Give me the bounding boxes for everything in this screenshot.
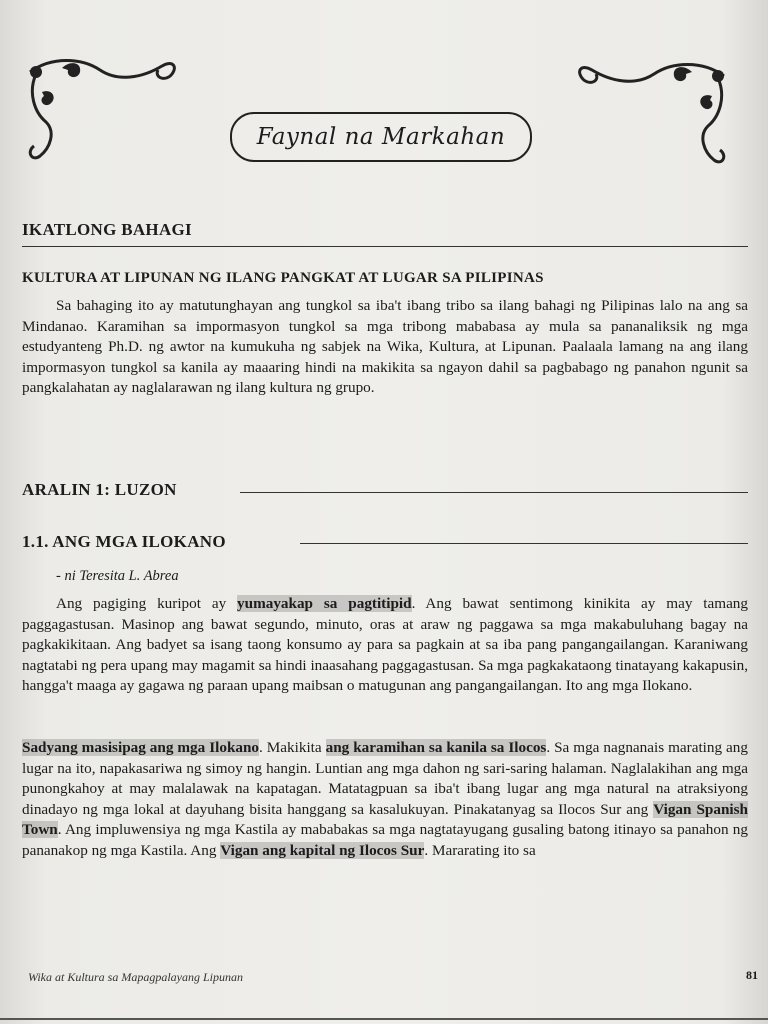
- p2-highlight-1: Sadyang masisipag ang mga Ilokano: [22, 739, 260, 756]
- part-title: IKATLONG BAHAGI: [22, 220, 192, 239]
- lesson-title: ARALIN 1: LUZON: [22, 480, 177, 499]
- topic-title: 1.1. ANG MGA ILOKANO: [22, 532, 226, 551]
- banner-title: Faynal na Markahan: [256, 124, 506, 150]
- intro-text: Sa bahaging ito ay matutunghayan ang tungkol sa iba't ibang tribo sa ilang bahagi ng Pilipinas lalo na ang sa Mindanao. Karamihan sa impormasyon tungkol sa mga tribong mababasa ay mula sa pananaliksik ng mga estudyanteng Ph.D. ng awtor na kumukuha ng sabjek na Wika, Kultura, at Lipunan. Paalaala lamang na ang ilang impormasyon tungkol sa kanila ay maaaring hindi na makikita sa ngayon dahil sa pagbabago ng panahon ngunit sa pangkalahatan ay naglalarawan ng ilang kultura ng grupo.: [22, 297, 748, 396]
- body-paragraph-1: [22, 594, 748, 697]
- p1-text-start: Ang pagiging kuripot ay: [56, 595, 238, 612]
- p2-text-3: . Ang impluwensiya ng mga Kastila ay mababakas sa mga nagtatayugang gusaling batong itinayo sa panahon ng pananakop ng mga Kastila. Ang: [22, 821, 748, 859]
- part-rule: [22, 246, 748, 247]
- lesson-rule: [240, 492, 748, 493]
- section-subtitle: KULTURA AT LIPUNAN NG ILANG PANGKAT AT LUGAR SA PILIPINAS: [22, 270, 544, 286]
- footer-book-title: Wika at Kultura sa Mapagpalayang Lipunan: [28, 970, 244, 984]
- topic-rule: [300, 543, 748, 544]
- title-banner: [230, 112, 532, 162]
- page-number: 81: [746, 968, 758, 982]
- body-paragraph-2: [22, 738, 748, 861]
- p1-highlight: yumayakap sa pagtitipid: [237, 595, 412, 612]
- intro-paragraph: [22, 296, 748, 399]
- corner-ornament-left: [22, 52, 182, 172]
- p1-text-end: . Ang bawat sentimong kinikita ay may tamang paggagastusan. Masinop ang bawat segundo, minuto, oras at araw ng paggawa sa mga makabuluhang bagay na pagkakikitaan. Ang badyet sa isang taong konsumo ay para sa pagkain at sa iba pang pangangailangan. Karaniwang nagtatabi ng pera upang may magamit sa hindi inaasahang paggagastusan. Sa mga pagkakataong tinatayang kakapusin, hangga't maaga ay gagawa ng paraan upang maibsan o matugunan ang pangangailangan. Ito ang mga Ilokano.: [22, 595, 748, 694]
- p2-highlight-2: ang karamihan sa kanila sa Ilocos: [325, 739, 547, 756]
- page-bottom-edge: [0, 1018, 768, 1020]
- p2-text-2: . Sa mga nagnanais marating ang lugar na ito, napakasariwa ng simoy ng hangin. Luntian ang mga dahon ng sari-saring halaman. Naglalakihan ang mga punongkahoy at may malalawak na kapatagan. Matatagpuan sa iba't ibang lugar ang mga natural na atraksiyong dinadayo ng mga lokal at dayuhang bisita hanggang sa kasalukuyan. Pinakatanyag sa Ilocos Sur ang: [22, 739, 748, 818]
- p2-highlight-3: Vigan Spanish Town: [22, 800, 748, 838]
- p2-highlight-4: Vigan ang kapital ng Ilocos Sur: [220, 841, 425, 859]
- p2-text-1: . Makikita: [259, 739, 326, 756]
- corner-ornament-right: [572, 56, 732, 176]
- p2-text-4: . Mararating ito sa: [424, 841, 536, 859]
- author-byline: - ni Teresita L. Abrea: [56, 568, 179, 584]
